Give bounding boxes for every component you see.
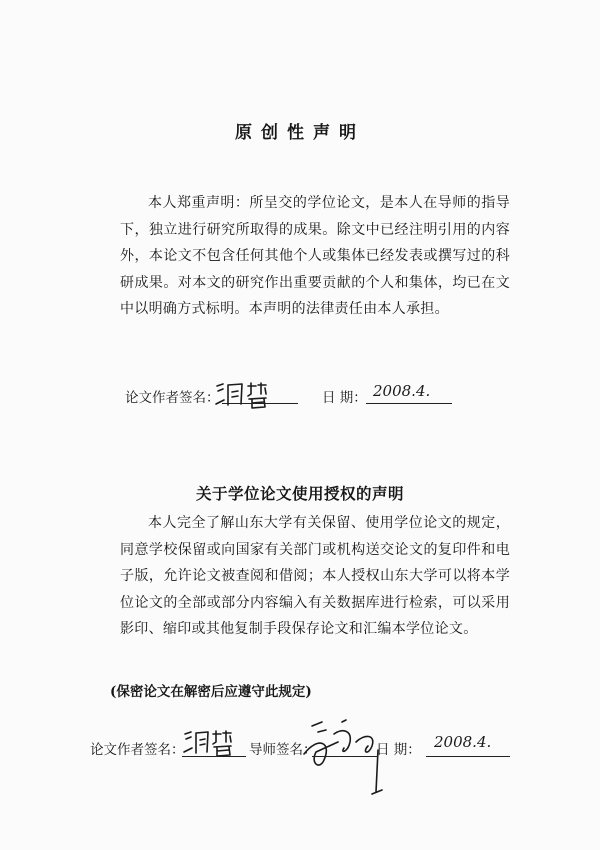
author-signature-1	[214, 380, 278, 410]
advisor-signature	[298, 712, 408, 822]
author-signature-line-1	[222, 403, 298, 404]
date-line-2	[426, 756, 510, 757]
originality-declaration-body: 本人郑重声明：所呈交的学位论文，是本人在导师的指导下，独立进行研究所取得的成果。除文中已经注明引用的内容外，本论文不包含任何其他个人或集体已经发表或撰写过的科研成果。对本文的研究作出重要贡献的个人和集体，均已在文中以明确方式标明。本声明的法律责任由本人承担。	[120, 195, 510, 318]
author-signature-label-2: 论文作者签名：	[90, 742, 185, 758]
author-signature-line-2	[182, 756, 246, 757]
authorization-body: 本人完全了解山东大学有关保留、使用学位论文的规定，同意学校保留或向国家有关部门或机构送交论文的复印件和电子版，允许论文被查阅和借阅；本人授权山东大学可以将本学位论文的全部或部分内容编入有关数据库进行检索，可以采用影印、缩印或其他复制手段保存论文和汇编本学位论文。	[120, 515, 510, 638]
originality-declaration-title: 原创性声明	[235, 123, 365, 143]
confidentiality-note: (保密论文在解密后应遵守此规定)	[110, 684, 312, 700]
advisor-signature-line	[312, 756, 378, 757]
date-label-1: 日 期：	[322, 390, 367, 406]
date-label-2: 日 期：	[376, 742, 421, 758]
date-line-1	[366, 403, 452, 404]
advisor-signature-label: 导师签名：	[249, 742, 317, 758]
author-signature-label: 论文作者签名：	[125, 390, 220, 406]
authorization-title: 关于学位论文使用授权的声明	[195, 485, 404, 503]
author-signature-2	[182, 728, 240, 758]
date-value-1: 2008.4.	[373, 382, 431, 400]
date-value-2: 2008.4.	[434, 733, 492, 751]
